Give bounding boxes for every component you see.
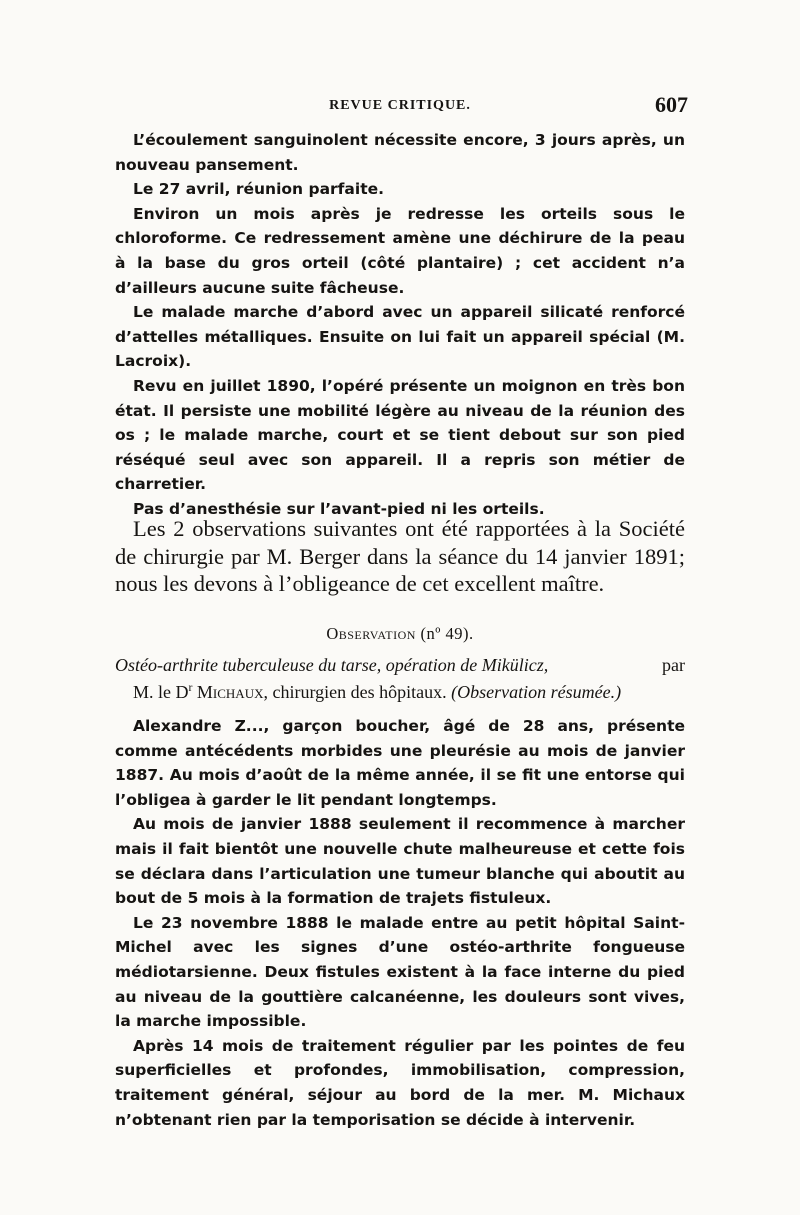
observation-par: par (662, 655, 685, 675)
observation-note: (Observation résumée.) (451, 682, 622, 702)
observation-subtitle (115, 652, 685, 706)
byline-prefix: M. le D (133, 682, 189, 702)
case-description (115, 714, 685, 1132)
paragraph: L’écoulement sanguinolent nécessite encore, 3 jours après, un nouveau pansement. (115, 131, 685, 174)
intro-paragraph: Les 2 observations suivantes ont été rapportées à la Société de chirurgie par M. Berger dans la séance du 14 janvier 1891; nous les devons à l’obligeance de cet excellent maître. (115, 516, 685, 596)
page-number: 607 (655, 92, 688, 117)
observation-label: Observation (326, 624, 416, 643)
paragraph: Revu en juillet 1890, l’opéré présente un moignon en très bon état. Il persiste une mobilité légère au niveau de la réunion des os ; le malade marche, court et se tient debout sur son pied réséqué seul avec son appareil. Il a repris son métier de charretier. (115, 376, 685, 494)
paragraph: Le 27 avril, réunion parfaite. (133, 180, 385, 199)
byline-suffix: , chirurgien des hôpitaux. (263, 682, 447, 702)
observation-title: Ostéo-arthrite tuberculeuse du tarse, opération de Mikülicz, (115, 655, 549, 675)
paragraph: Environ un mois après je redresse les orteils sous le chloroforme. Ce redressement amène une déchirure de la peau à la base du gros orteil (côté plantaire) ; cet accident n’a d’ailleurs aucune suite fâcheuse. (115, 204, 685, 297)
observation-heading (0, 624, 800, 644)
case-continuation (115, 128, 685, 522)
paragraph: Après 14 mois de traitement régulier par les pointes de feu superficielles et profondes, immobilisation, compression, traitement général, séjour au bord de la mer. M. Michaux n’obtenant rien par la temporisation se décide à intervenir. (115, 1036, 685, 1129)
paragraph: Le malade marche d’abord avec un appareil silicaté renforcé d’attelles métalliques. Ensuite on lui fait un appareil spécial (M. Lacroix). (115, 303, 685, 371)
author-name: Michaux (196, 682, 264, 702)
observation-number: (nº 49). (420, 624, 474, 643)
paragraph: Pas d’anesthésie sur l’avant-pied ni les orteils. (133, 499, 545, 518)
observation-byline (115, 679, 685, 706)
paragraph: Le 23 novembre 1888 le malade entre au petit hôpital Saint-Michel avec les signes d’une ostéo-arthrite fongueuse médiotarsienne. Deux fistules existent à la face interne du pied au niveau de la gouttière calcanéenne, les douleurs sont vives, la marche impossible. (115, 913, 685, 1031)
running-title: REVUE CRITIQUE. (329, 98, 471, 113)
paragraph: Au mois de janvier 1888 seulement il recommence à marcher mais il fait bientôt une nouvelle chute malheureuse et cette fois se déclara dans l’articulation une tumeur blanche qui aboutit au bout de 5 mois à la formation de trajets fistuleux. (115, 815, 685, 908)
byline-sup: r (188, 681, 193, 694)
paragraph: Alexandre Z..., garçon boucher, âgé de 28 ans, présente comme antécédents morbides une pleurésie au mois de janvier 1887. Au mois d’août de la même année, il se fit une entorse qui l’obligea à garder le lit pendant longtemps. (115, 717, 685, 809)
intro-block (115, 515, 685, 598)
